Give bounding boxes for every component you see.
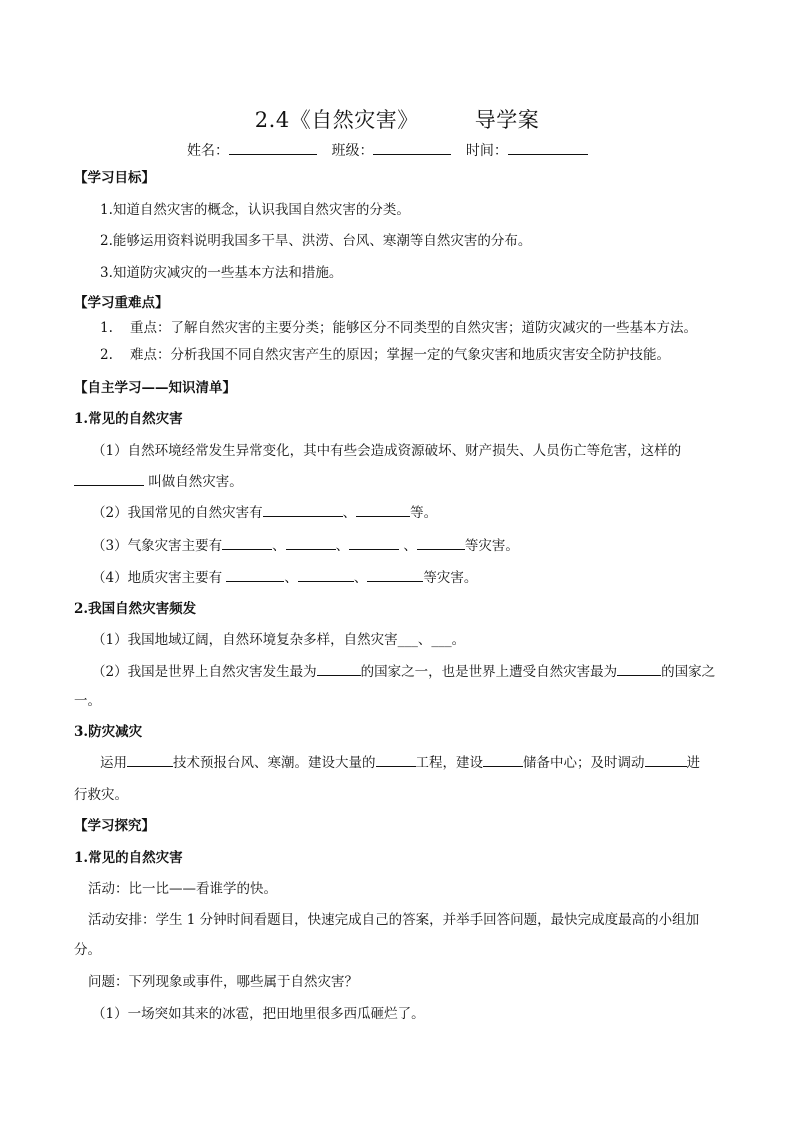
page-title [0, 104, 794, 134]
key-point-item: 2. 难点：分析我国不同自然灾害产生的原因；掌握一定的气象灾害和地质灾害安全防护技能。 [100, 347, 671, 363]
fill-blank[interactable] [222, 537, 272, 550]
paragraph: 活动：比一比——看谁学的快。 [88, 881, 277, 897]
fill-blank[interactable] [298, 569, 354, 582]
paragraph: 运用 技术预报台风、寒潮。建设大量的 工程，建设 储备中心；及时调动 进 [100, 755, 700, 771]
section-title: 1.常见的自然灾害 [74, 850, 183, 866]
objective-item: 3.知道防灾减灾的一些基本方法和措施。 [100, 265, 343, 281]
fill-blank[interactable] [645, 754, 687, 767]
fill-blank[interactable] [349, 537, 399, 550]
self-study-heading: 【自主学习——知识清单】 [74, 380, 236, 396]
paragraph: （1）我国地域辽阔，自然环境复杂多样，自然灾害___、___。 [92, 632, 466, 648]
fill-blank[interactable] [226, 569, 284, 582]
fill-blank[interactable] [356, 504, 410, 517]
paragraph: （3）气象灾害主要有 、 、 、 等灾害。 [92, 538, 519, 554]
fill-blank[interactable] [417, 537, 465, 550]
objective-item: 1.知道自然灾害的概念，认识我国自然灾害的分类。 [100, 202, 410, 218]
fill-blank[interactable] [483, 754, 523, 767]
explore-heading: 【学习探究】 [74, 818, 155, 834]
paragraph: 叫做自然灾害。 [74, 470, 243, 490]
fill-blank[interactable] [317, 663, 361, 676]
section-title: 1.常见的自然灾害 [74, 411, 183, 427]
paragraph: 分。 [74, 942, 101, 958]
key-point-item: 1. 重点：了解自然灾害的主要分类；能够区分不同类型的自然灾害；道防灾减灾的一些基本方法。 [100, 320, 698, 336]
fill-blank[interactable] [376, 754, 416, 767]
paragraph: （1）一场突如其来的冰雹，把田地里很多西瓜砸烂了。 [92, 1006, 425, 1022]
class-blank[interactable] [373, 142, 451, 155]
section-title: 3.防灾减灾 [74, 724, 143, 740]
key-points-heading: 【学习重难点】 [74, 295, 169, 311]
fill-blank[interactable] [617, 663, 661, 676]
paragraph: 活动安排：学生 1 分钟时间看题目，快速完成自己的答案，并举手回答问题，最快完成度最高的小组加 [88, 912, 700, 928]
paragraph: （4）地质灾害主要有 、 、 等灾害。 [92, 570, 478, 586]
time-blank[interactable] [508, 142, 588, 155]
paragraph: （2）我国常见的自然灾害有 、 等。 [92, 505, 438, 521]
name-blank[interactable] [229, 142, 317, 155]
section-title: 2.我国自然灾害频发 [74, 601, 197, 617]
paragraph: 行救灾。 [74, 787, 128, 803]
student-info-row: 姓名： 班级： 时间： [187, 140, 588, 160]
paragraph: 问题：下列现象或事件，哪些属于自然灾害？ [88, 974, 358, 990]
paragraph: （2）我国是世界上自然灾害发生最为 的国家之一，也是世界上遭受自然灾害最为 的国家之 [92, 664, 716, 680]
fill-blank[interactable] [367, 569, 423, 582]
paragraph: （1）自然环境经常发生异常变化，其中有些会造成资源破坏、财产损失、人员伤亡等危害，这样的 [92, 443, 682, 459]
fill-blank[interactable] [127, 754, 173, 767]
fill-blank[interactable] [263, 504, 343, 517]
objective-item: 2.能够运用资料说明我国多干旱、洪涝、台风、寒潮等自然灾害的分布。 [100, 233, 532, 249]
title-main: 2.4《自然灾害》 [254, 108, 419, 132]
title-sub: 导学案 [474, 108, 540, 132]
paragraph: 一。 [74, 693, 101, 709]
fill-blank[interactable] [74, 473, 144, 486]
objectives-heading: 【学习目标】 [74, 170, 155, 186]
fill-blank[interactable] [286, 537, 336, 550]
